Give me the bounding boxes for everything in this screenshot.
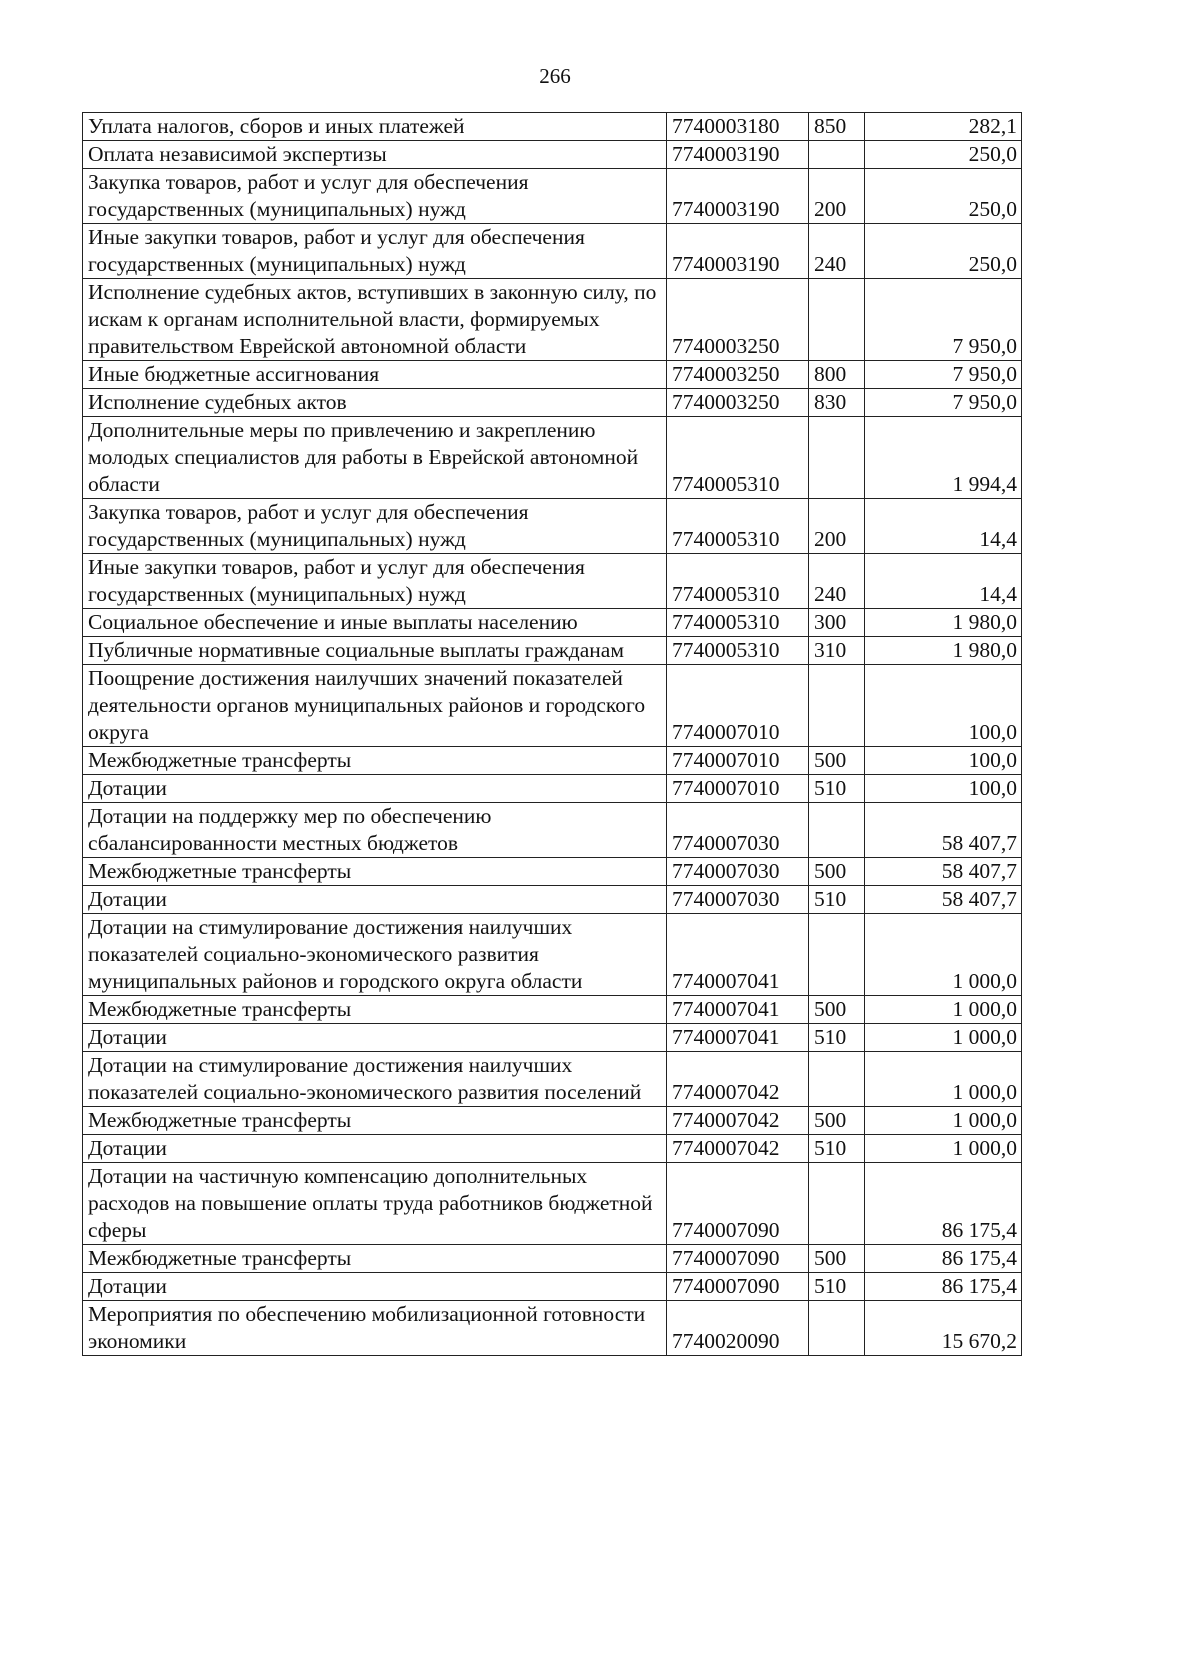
row-sum-cell: 14,4	[865, 554, 1022, 609]
row-name-cell: Дотации	[83, 1135, 667, 1163]
table-row	[83, 665, 1022, 747]
table-row	[83, 224, 1022, 279]
row-code-cell: 7740007041	[667, 914, 809, 996]
table-row	[83, 886, 1022, 914]
row-sum-cell: 1 980,0	[865, 609, 1022, 637]
table-row	[83, 499, 1022, 554]
row-type-cell: 510	[809, 886, 865, 914]
table-row	[83, 637, 1022, 665]
row-code-cell: 7740007042	[667, 1052, 809, 1107]
table-row	[83, 609, 1022, 637]
row-type-cell: 240	[809, 554, 865, 609]
table-row	[83, 417, 1022, 499]
row-type-cell	[809, 1301, 865, 1356]
row-name-cell: Закупка товаров, работ и услуг для обеспечения государственных (муниципальных) нужд	[83, 169, 667, 224]
row-code-cell: 7740007010	[667, 747, 809, 775]
row-name-cell: Социальное обеспечение и иные выплаты населению	[83, 609, 667, 637]
table-row	[83, 1301, 1022, 1356]
row-code-cell: 7740005310	[667, 609, 809, 637]
row-sum-cell: 58 407,7	[865, 858, 1022, 886]
row-name-cell: Межбюджетные трансферты	[83, 1245, 667, 1273]
row-code-cell: 7740003190	[667, 169, 809, 224]
row-type-cell	[809, 1052, 865, 1107]
row-name-cell: Дотации	[83, 1024, 667, 1052]
row-sum-cell: 100,0	[865, 665, 1022, 747]
row-code-cell: 7740003180	[667, 113, 809, 141]
row-code-cell: 7740007030	[667, 886, 809, 914]
row-sum-cell: 100,0	[865, 775, 1022, 803]
row-code-cell: 7740003190	[667, 141, 809, 169]
row-type-cell: 510	[809, 1273, 865, 1301]
row-name-cell: Оплата независимой экспертизы	[83, 141, 667, 169]
row-sum-cell: 1 000,0	[865, 914, 1022, 996]
table-row	[83, 554, 1022, 609]
row-type-cell: 500	[809, 1245, 865, 1273]
table-row	[83, 361, 1022, 389]
row-type-cell	[809, 914, 865, 996]
row-type-cell: 500	[809, 747, 865, 775]
row-code-cell: 7740003250	[667, 361, 809, 389]
row-type-cell: 300	[809, 609, 865, 637]
row-type-cell: 510	[809, 775, 865, 803]
table-row	[83, 1052, 1022, 1107]
row-sum-cell: 58 407,7	[865, 886, 1022, 914]
row-code-cell: 7740005310	[667, 417, 809, 499]
row-sum-cell: 86 175,4	[865, 1245, 1022, 1273]
row-type-cell: 510	[809, 1024, 865, 1052]
row-name-cell: Публичные нормативные социальные выплаты гражданам	[83, 637, 667, 665]
row-name-cell: Дотации на стимулирование достижения наилучших показателей социально-экономического развития поселений	[83, 1052, 667, 1107]
table-row	[83, 803, 1022, 858]
row-name-cell: Иные бюджетные ассигнования	[83, 361, 667, 389]
table-row	[83, 1107, 1022, 1135]
row-type-cell: 500	[809, 858, 865, 886]
row-name-cell: Иные закупки товаров, работ и услуг для обеспечения государственных (муниципальных) нужд	[83, 224, 667, 279]
row-name-cell: Поощрение достижения наилучших значений показателей деятельности органов муниципальных районов и городского округа	[83, 665, 667, 747]
row-name-cell: Межбюджетные трансферты	[83, 1107, 667, 1135]
row-type-cell: 800	[809, 361, 865, 389]
row-type-cell: 200	[809, 499, 865, 554]
row-sum-cell: 7 950,0	[865, 279, 1022, 361]
row-code-cell: 7740003190	[667, 224, 809, 279]
row-code-cell: 7740007090	[667, 1163, 809, 1245]
row-type-cell	[809, 141, 865, 169]
row-name-cell: Мероприятия по обеспечению мобилизационной готовности экономики	[83, 1301, 667, 1356]
row-name-cell: Дотации	[83, 775, 667, 803]
row-code-cell: 7740007090	[667, 1245, 809, 1273]
row-code-cell: 7740003250	[667, 389, 809, 417]
table-row	[83, 996, 1022, 1024]
row-type-cell: 510	[809, 1135, 865, 1163]
row-sum-cell: 1 994,4	[865, 417, 1022, 499]
row-code-cell: 7740007030	[667, 803, 809, 858]
row-type-cell: 310	[809, 637, 865, 665]
page-number: 266	[539, 64, 571, 88]
row-code-cell: 7740003250	[667, 279, 809, 361]
row-sum-cell: 14,4	[865, 499, 1022, 554]
table-row	[83, 858, 1022, 886]
row-sum-cell: 86 175,4	[865, 1163, 1022, 1245]
row-code-cell: 7740007030	[667, 858, 809, 886]
row-name-cell: Исполнение судебных актов	[83, 389, 667, 417]
row-name-cell: Дотации на поддержку мер по обеспечению сбалансированности местных бюджетов	[83, 803, 667, 858]
table-row	[83, 113, 1022, 141]
row-name-cell: Межбюджетные трансферты	[83, 996, 667, 1024]
budget-table-body	[83, 113, 1022, 1356]
row-sum-cell: 250,0	[865, 141, 1022, 169]
row-type-cell	[809, 665, 865, 747]
row-code-cell: 7740007090	[667, 1273, 809, 1301]
row-name-cell: Дотации	[83, 1273, 667, 1301]
table-row	[83, 389, 1022, 417]
table-row	[83, 169, 1022, 224]
row-type-cell: 500	[809, 1107, 865, 1135]
table-row	[83, 141, 1022, 169]
row-sum-cell: 1 000,0	[865, 996, 1022, 1024]
row-type-cell: 500	[809, 996, 865, 1024]
row-name-cell: Иные закупки товаров, работ и услуг для обеспечения государственных (муниципальных) нужд	[83, 554, 667, 609]
row-name-cell: Дотации на частичную компенсацию дополнительных расходов на повышение оплаты труда работников бюджетной сферы	[83, 1163, 667, 1245]
row-sum-cell: 282,1	[865, 113, 1022, 141]
row-code-cell: 7740007010	[667, 775, 809, 803]
table-row	[83, 1273, 1022, 1301]
row-name-cell: Межбюджетные трансферты	[83, 747, 667, 775]
table-row	[83, 279, 1022, 361]
row-name-cell: Дополнительные меры по привлечению и закреплению молодых специалистов для работы в Еврейской автономной области	[83, 417, 667, 499]
row-type-cell	[809, 417, 865, 499]
row-sum-cell: 1 000,0	[865, 1024, 1022, 1052]
row-code-cell: 7740007042	[667, 1107, 809, 1135]
table-row	[83, 1245, 1022, 1273]
table-row	[83, 747, 1022, 775]
row-name-cell: Дотации	[83, 886, 667, 914]
row-sum-cell: 100,0	[865, 747, 1022, 775]
row-code-cell: 7740007010	[667, 665, 809, 747]
row-type-cell: 830	[809, 389, 865, 417]
row-code-cell: 7740005310	[667, 499, 809, 554]
row-sum-cell: 1 980,0	[865, 637, 1022, 665]
row-sum-cell: 1 000,0	[865, 1107, 1022, 1135]
row-type-cell	[809, 1163, 865, 1245]
row-sum-cell: 250,0	[865, 224, 1022, 279]
row-type-cell	[809, 803, 865, 858]
row-type-cell: 240	[809, 224, 865, 279]
row-sum-cell: 86 175,4	[865, 1273, 1022, 1301]
table-row	[83, 775, 1022, 803]
table-row	[83, 914, 1022, 996]
row-name-cell: Исполнение судебных актов, вступивших в законную силу, по искам к органам исполнительной власти, формируемых правительством Еврейской автономной области	[83, 279, 667, 361]
row-name-cell: Межбюджетные трансферты	[83, 858, 667, 886]
row-code-cell: 7740005310	[667, 554, 809, 609]
row-name-cell: Закупка товаров, работ и услуг для обеспечения государственных (муниципальных) нужд	[83, 499, 667, 554]
row-code-cell: 7740005310	[667, 637, 809, 665]
row-type-cell	[809, 279, 865, 361]
row-sum-cell: 7 950,0	[865, 361, 1022, 389]
table-row	[83, 1135, 1022, 1163]
row-sum-cell: 250,0	[865, 169, 1022, 224]
table-row	[83, 1163, 1022, 1245]
row-sum-cell: 1 000,0	[865, 1135, 1022, 1163]
row-type-cell: 200	[809, 169, 865, 224]
row-name-cell: Дотации на стимулирование достижения наилучших показателей социально-экономического развития муниципальных районов и городского округа области	[83, 914, 667, 996]
row-name-cell: Уплата налогов, сборов и иных платежей	[83, 113, 667, 141]
row-sum-cell: 58 407,7	[865, 803, 1022, 858]
row-code-cell: 7740020090	[667, 1301, 809, 1356]
row-sum-cell: 1 000,0	[865, 1052, 1022, 1107]
row-code-cell: 7740007042	[667, 1135, 809, 1163]
row-sum-cell: 15 670,2	[865, 1301, 1022, 1356]
row-sum-cell: 7 950,0	[865, 389, 1022, 417]
row-type-cell: 850	[809, 113, 865, 141]
row-code-cell: 7740007041	[667, 996, 809, 1024]
budget-table	[82, 112, 1022, 1356]
table-row	[83, 1024, 1022, 1052]
row-code-cell: 7740007041	[667, 1024, 809, 1052]
